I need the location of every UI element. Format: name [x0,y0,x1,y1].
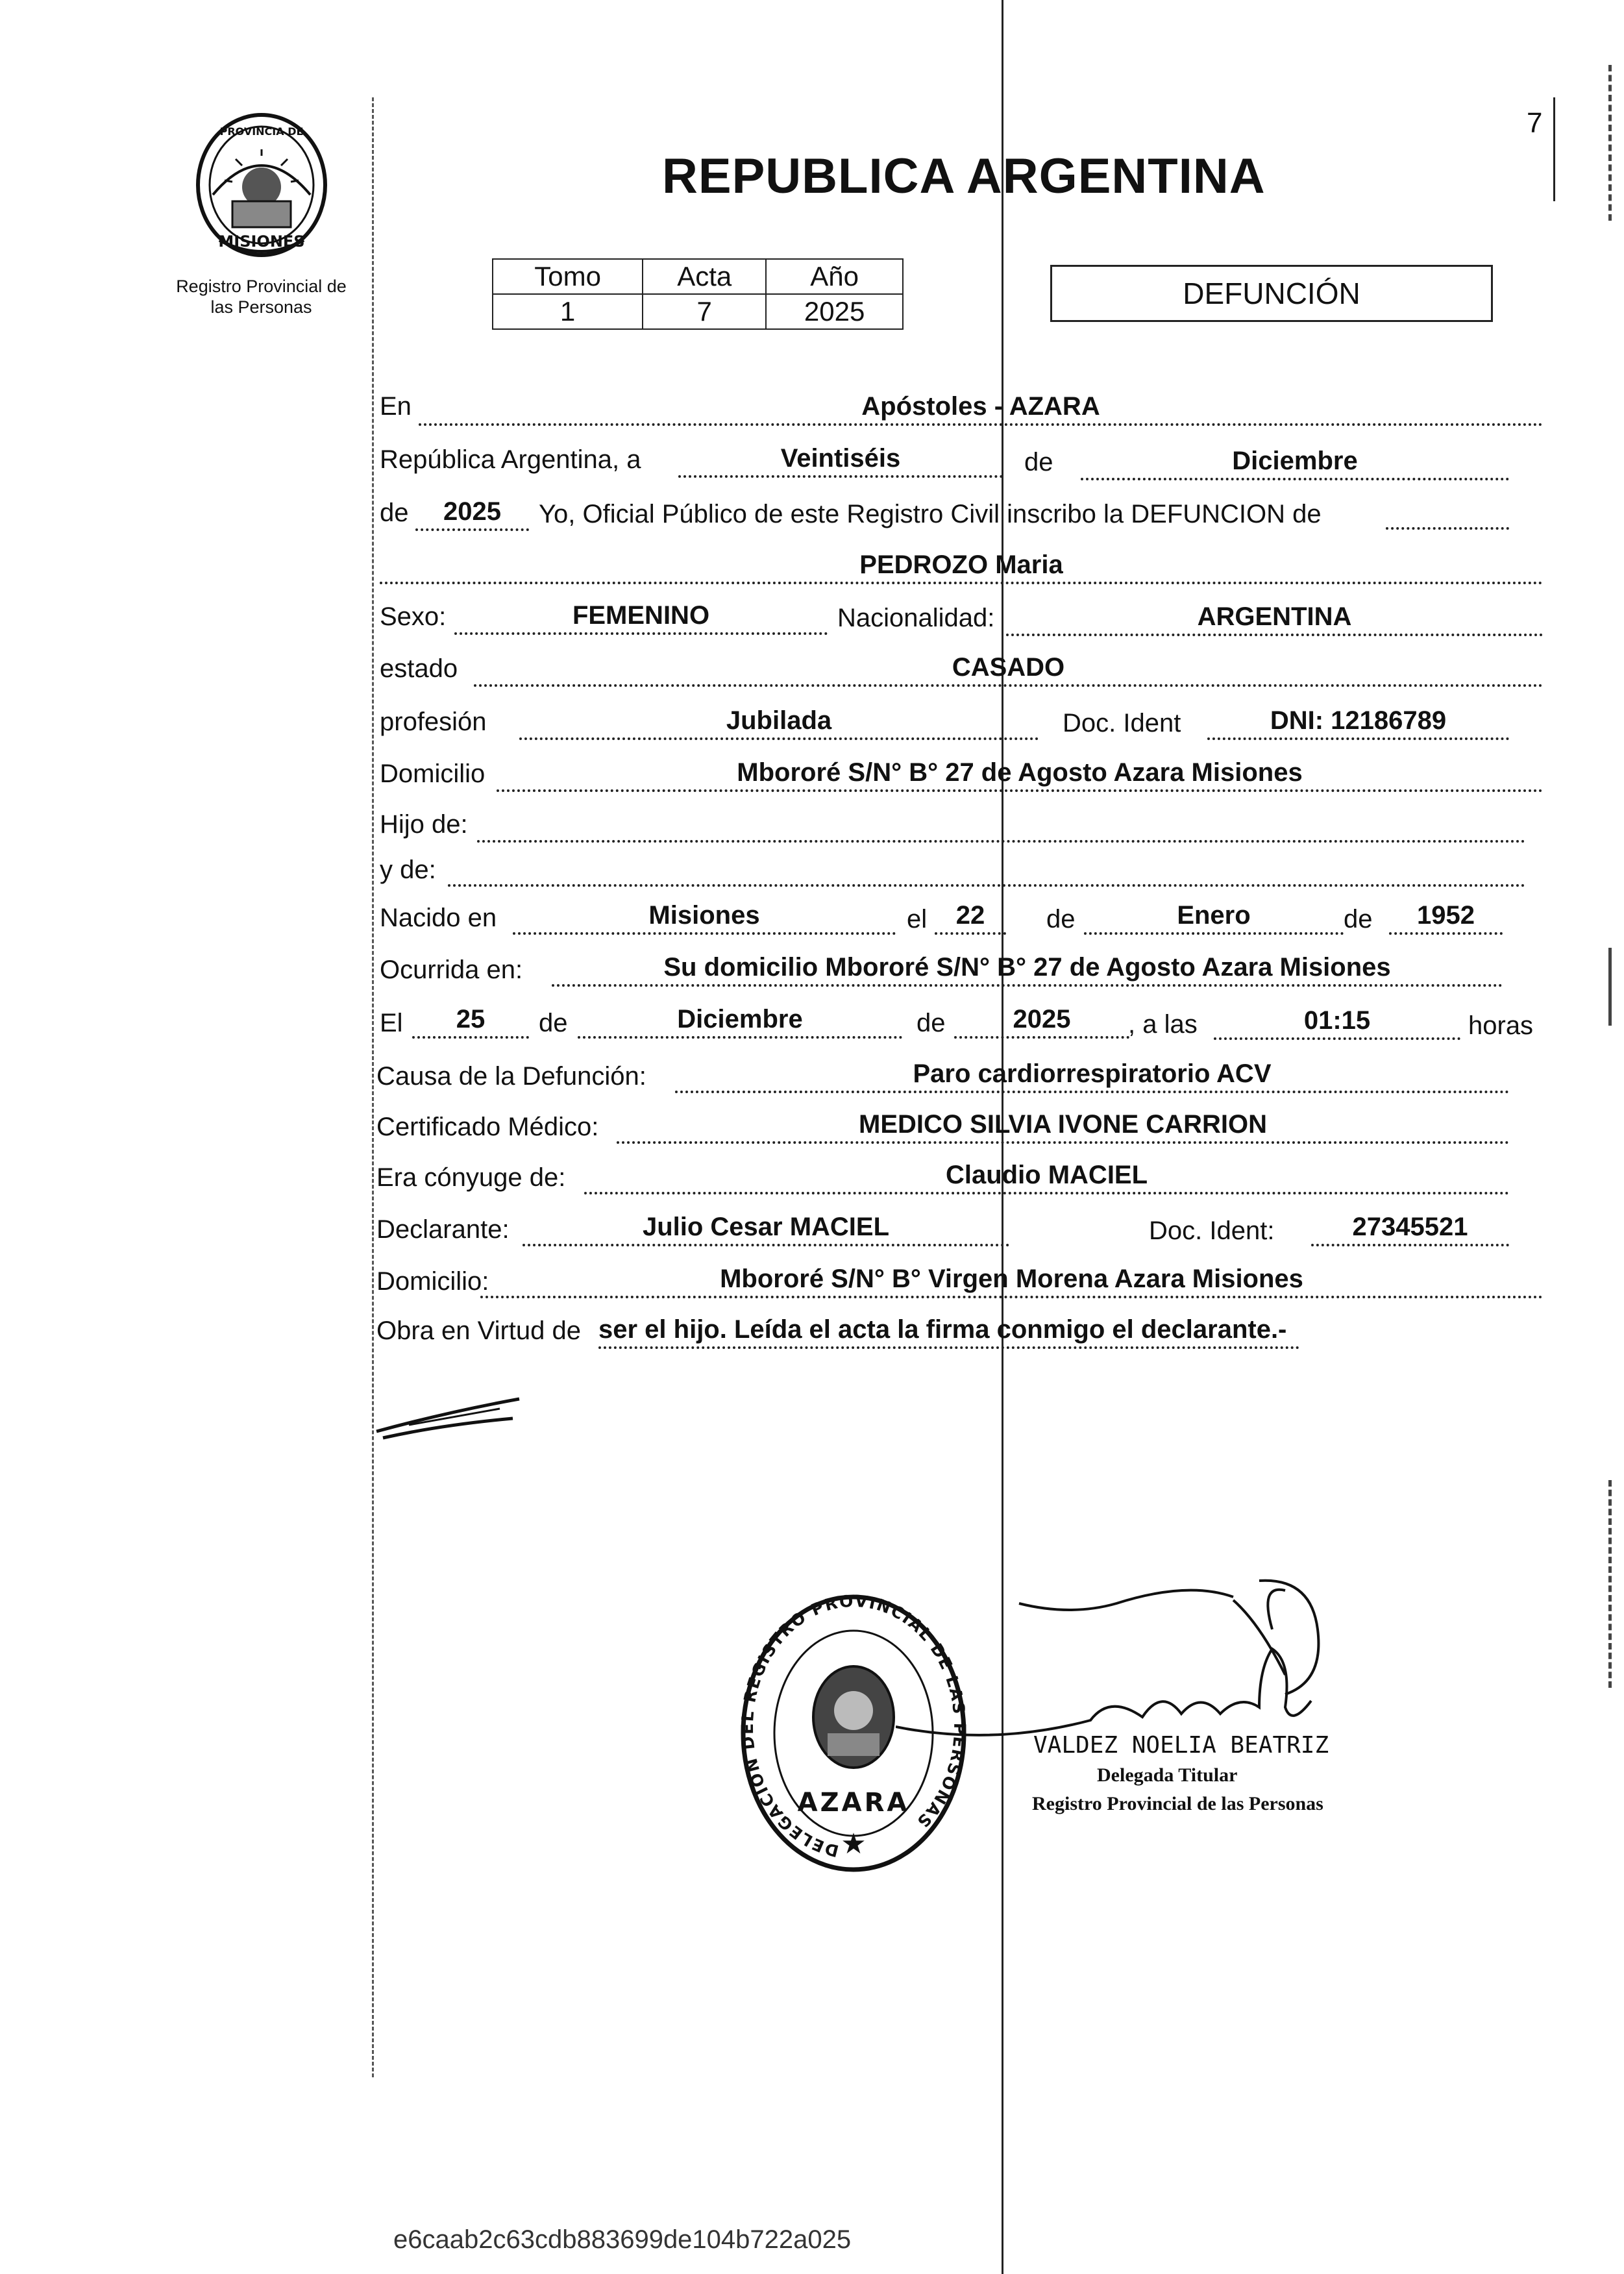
dotted-line [1386,527,1509,530]
label-doc-ident-2: Doc. Ident: [1149,1217,1275,1245]
label-conyuge: Era cónyuge de: [376,1163,566,1192]
record-value: 1 [493,294,643,329]
field-ocurrida-lugar: Su domicilio Mbororé S/N° B° 27 de Agosto Azara Misiones [552,953,1503,987]
label-republica: República Argentina, a [380,445,641,474]
field-fallecio-dia: 25 [412,1005,529,1039]
scan-mark [1608,65,1615,221]
field-fallecio-anio: 2025 [954,1005,1129,1039]
signatory-role: Delegada Titular [1097,1764,1238,1786]
field-documento: DNI: 12186789 [1207,706,1509,740]
record-header: Año [766,259,903,294]
label-doc-ident: Doc. Ident [1063,709,1181,737]
field-nacido-anio: 1952 [1389,901,1503,935]
misiones-coat-of-arms-icon [193,110,330,260]
label-de-n1: de [1046,905,1076,933]
label-certificado: Certificado Médico: [376,1113,599,1141]
label-de-n2: de [1344,905,1373,933]
label-obra: Obra en Virtud de [376,1316,582,1345]
field-profesion: Jubilada [519,706,1039,740]
registry-line-2: las Personas [210,297,312,317]
label-ocurrida-en: Ocurrida en: [380,956,523,984]
label-declarante: Declarante: [376,1215,510,1244]
stamp-ring-text: DELEGACION DEL REGISTRO PROVINCIAL DE LAS PERSONAS [737,1591,970,1861]
label-el-cap: El [380,1009,403,1037]
document-type: DEFUNCIÓN [1183,277,1360,310]
label-de-1: de [1024,448,1053,476]
label-de-o2: de [917,1009,946,1037]
field-mes: Diciembre [1081,447,1509,480]
label-yo-oficial: Yo, Oficial Público de este Registro Civil inscribo la DEFUNCION de [539,500,1322,528]
field-declarante-domicilio: Mbororé S/N° B° Virgen Morena Azara Misiones [480,1265,1543,1298]
label-hijo-de: Hijo de: [380,810,468,839]
label-de-2: de [380,499,409,527]
label-sexo: Sexo: [380,602,447,631]
field-hora: 01:15 [1214,1006,1460,1040]
field-anio: 2025 [415,497,529,531]
signatory-office: Registro Provincial de las Personas [1032,1793,1323,1814]
document-type-box [1050,265,1493,322]
label-estado: estado [380,654,458,683]
field-nombre: PEDROZO Maria [380,550,1543,584]
label-nacionalidad: Nacionalidad: [837,604,995,632]
label-y-de: y de: [380,856,436,884]
record-header: Tomo [493,259,643,294]
logo-text-top: PROVINCIA DE [219,125,304,138]
logo-text-bottom: MISIONES [218,232,305,251]
field-estado: CASADO [474,653,1543,687]
record-header: Acta [643,259,766,294]
label-a-las: , a las [1128,1010,1198,1039]
registry-name [159,276,363,317]
label-domicilio: Domicilio [380,760,486,788]
field-conyuge: Claudio MACIEL [584,1161,1509,1194]
label-horas: horas [1468,1011,1534,1040]
label-el: el [907,905,928,933]
field-certificado: MEDICO SILVIA IVONE CARRION [617,1110,1509,1144]
signatory-name: VALDEZ NOELIA BEATRIZ [1033,1732,1329,1759]
field-fallecio-mes: Diciembre [578,1005,902,1039]
record-value: 7 [643,294,766,329]
field-nacionalidad: ARGENTINA [1006,602,1543,636]
dotted-line [448,884,1525,887]
field-causa: Paro cardiorrespiratorio ACV [675,1059,1509,1093]
label-en: En [380,392,412,421]
dotted-line [477,840,1525,843]
field-declarante-doc: 27345521 [1311,1213,1509,1246]
stamp-star-icon: ★ [841,1827,867,1860]
scan-mark [1608,948,1612,1026]
page-edge-line [1553,97,1555,201]
field-lugar: Apóstoles - AZARA [419,392,1543,426]
label-nacido-en: Nacido en [380,904,497,932]
field-dia-texto: Veintiséis [678,444,1003,478]
stamp-center-text: AZARA [797,1788,910,1818]
record-value: 2025 [766,294,903,329]
field-nacido-dia: 22 [935,901,1006,935]
label-causa: Causa de la Defunción: [376,1062,646,1091]
field-sexo: FEMENINO [454,601,828,635]
field-nacido-lugar: Misiones [513,901,896,935]
field-obra: ser el hijo. Leída el acta la firma conmigo el declarante.- [598,1315,1299,1349]
field-domicilio: Mbororé S/N° B° 27 de Agosto Azara Misiones [497,758,1543,792]
field-nacido-mes: Enero [1084,901,1344,935]
field-declarante: Julio Cesar MACIEL [523,1213,1009,1246]
footer-hash: e6caab2c63cdb883699de104b722a025 [393,2225,852,2254]
margin-line [372,97,374,2077]
label-domicilio-2: Domicilio: [376,1267,489,1296]
signature-mark [896,1577,1363,1746]
strike-mark [370,1392,526,1444]
page-title: REPUBLICA ARGENTINA [662,149,1266,204]
page-number: 7 [1527,107,1543,139]
label-profesion: profesión [380,708,487,736]
record-table [492,258,904,330]
registry-line-1: Registro Provincial de [176,277,347,296]
label-de-o1: de [539,1009,568,1037]
scan-mark [1608,1480,1615,1688]
